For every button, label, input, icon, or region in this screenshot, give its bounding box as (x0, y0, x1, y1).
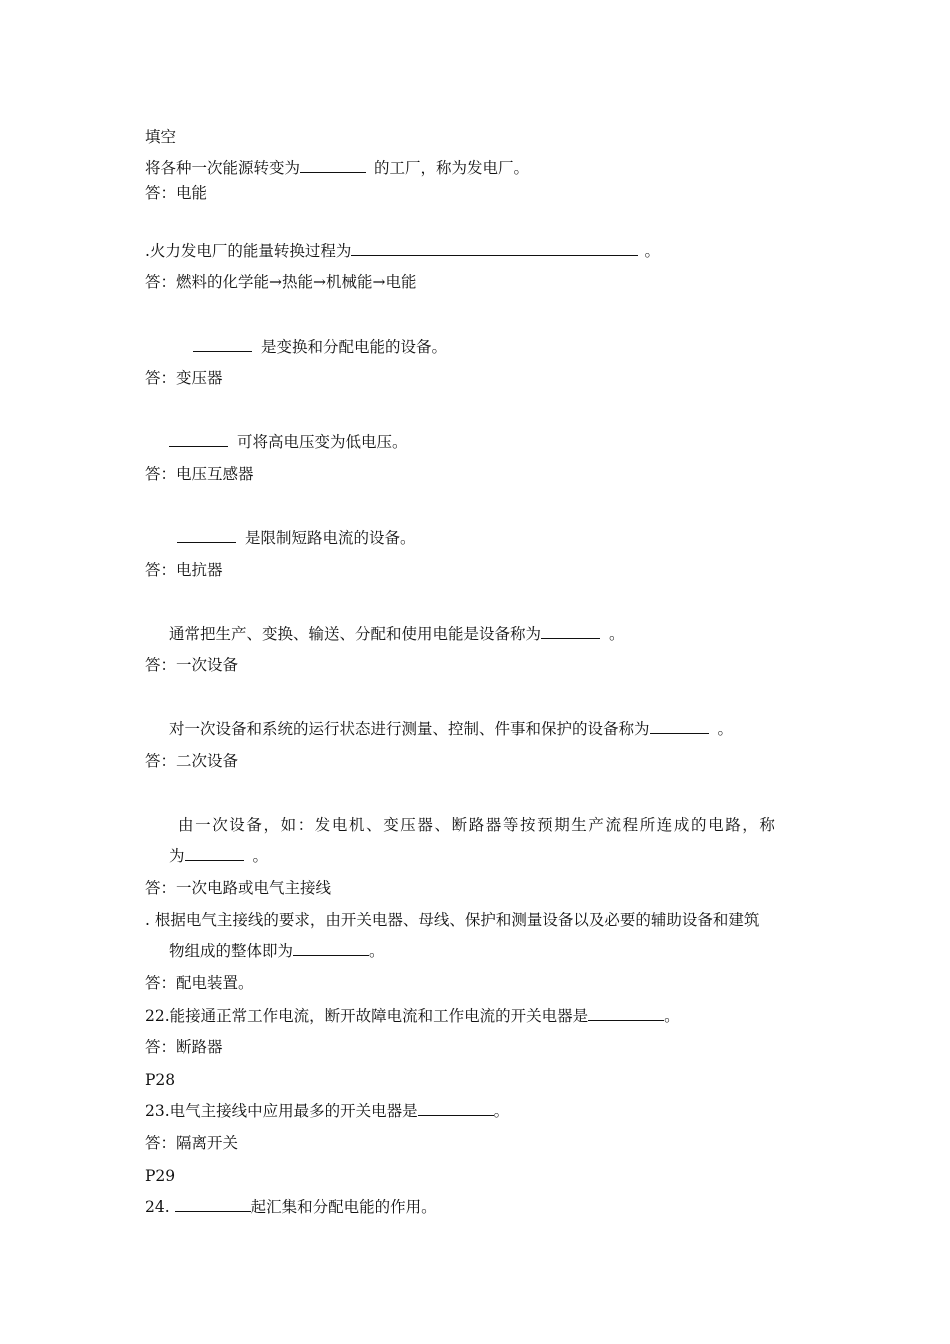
answer-2: 答：燃料的化学能→热能→机械能→电能 (145, 273, 417, 291)
answer-23: 答：隔离开关 (145, 1134, 239, 1152)
question-text: 为 (169, 847, 185, 865)
page-reference: P28 (145, 1071, 176, 1089)
question-8 (178, 815, 777, 835)
question-text: 。 (369, 942, 385, 960)
answer-blank (418, 1101, 494, 1116)
question-9-cont (169, 941, 385, 961)
question-1 (145, 158, 529, 178)
question-text: 通常把生产、变换、输送、分配和使用电能是设备称为 (169, 625, 542, 643)
question-text: .火力发电厂的能量转换过程为 (145, 242, 352, 260)
question-2 (145, 241, 660, 261)
question-9 (145, 910, 759, 930)
answer-blank (185, 846, 244, 861)
question-text: 是变换和分配电能的设备。 (261, 338, 448, 356)
question-text: 起汇集和分配电能的作用。 (250, 1198, 437, 1216)
question-23 (145, 1101, 509, 1121)
question-text: 22.能接通正常工作电流，断开故障电流和工作电流的开关电器是 (145, 1007, 589, 1025)
question-text: 的工厂，称为发电厂。 (374, 159, 530, 177)
answer-blank (293, 941, 369, 956)
question-8-cont (169, 846, 268, 866)
answer-blank (588, 1006, 664, 1021)
question-text: 23.电气主接线中应用最多的开关电器是 (145, 1102, 418, 1120)
question-3 (193, 337, 447, 357)
question-24 (145, 1197, 437, 1217)
answer-blank (177, 528, 236, 543)
page-reference: P29 (145, 1167, 176, 1185)
question-5 (177, 528, 416, 548)
question-text: 可将高电压变为低电压。 (237, 433, 408, 451)
answer-3: 答：变压器 (145, 369, 223, 387)
question-text: 24. (145, 1198, 175, 1216)
question-22 (145, 1006, 680, 1026)
answer-blank (351, 241, 638, 256)
question-text: 。 (609, 625, 625, 643)
question-text: 是限制短路电流的设备。 (245, 529, 416, 547)
question-text: 物组成的整体即为 (169, 942, 294, 960)
question-text: 。 (493, 1102, 510, 1120)
answer-blank (650, 719, 709, 734)
answer-8: 答：一次电路或电气主接线 (145, 879, 332, 897)
question-text: 。 (664, 1007, 680, 1025)
question-6 (169, 624, 625, 644)
answer-blank (300, 158, 366, 173)
answer-22: 答：断路器 (145, 1038, 223, 1056)
question-text: 由一次设备，如：发电机、变压器、断路器等按预期生产流程所连成的电路，称 (178, 816, 777, 834)
answer-1: 答：电能 (145, 184, 208, 202)
question-text: . 根据电气主接线的要求，由开关电器、母线、保护和测量设备以及必要的辅助设备和建筑 (145, 911, 760, 929)
answer-6: 答：一次设备 (145, 656, 239, 674)
answer-blank (169, 432, 228, 447)
section-heading: 填空 (145, 128, 177, 146)
answer-7: 答：二次设备 (145, 752, 239, 770)
question-7 (169, 719, 733, 739)
answer-blank (175, 1197, 251, 1212)
question-text: 将各种一次能源转变为 (145, 159, 301, 177)
question-4 (169, 432, 408, 452)
answer-blank (541, 624, 600, 639)
question-text: 。 (717, 720, 734, 738)
question-text: 。 (644, 242, 660, 260)
answer-9: 答：配电装置。 (145, 974, 254, 992)
answer-blank (193, 337, 252, 352)
answer-5: 答：电抗器 (145, 561, 223, 579)
question-text: 。 (252, 847, 269, 865)
question-text: 对一次设备和系统的运行状态进行测量、控制、件事和保护的设备称为 (169, 720, 650, 738)
answer-4: 答：电压互感器 (145, 465, 254, 483)
